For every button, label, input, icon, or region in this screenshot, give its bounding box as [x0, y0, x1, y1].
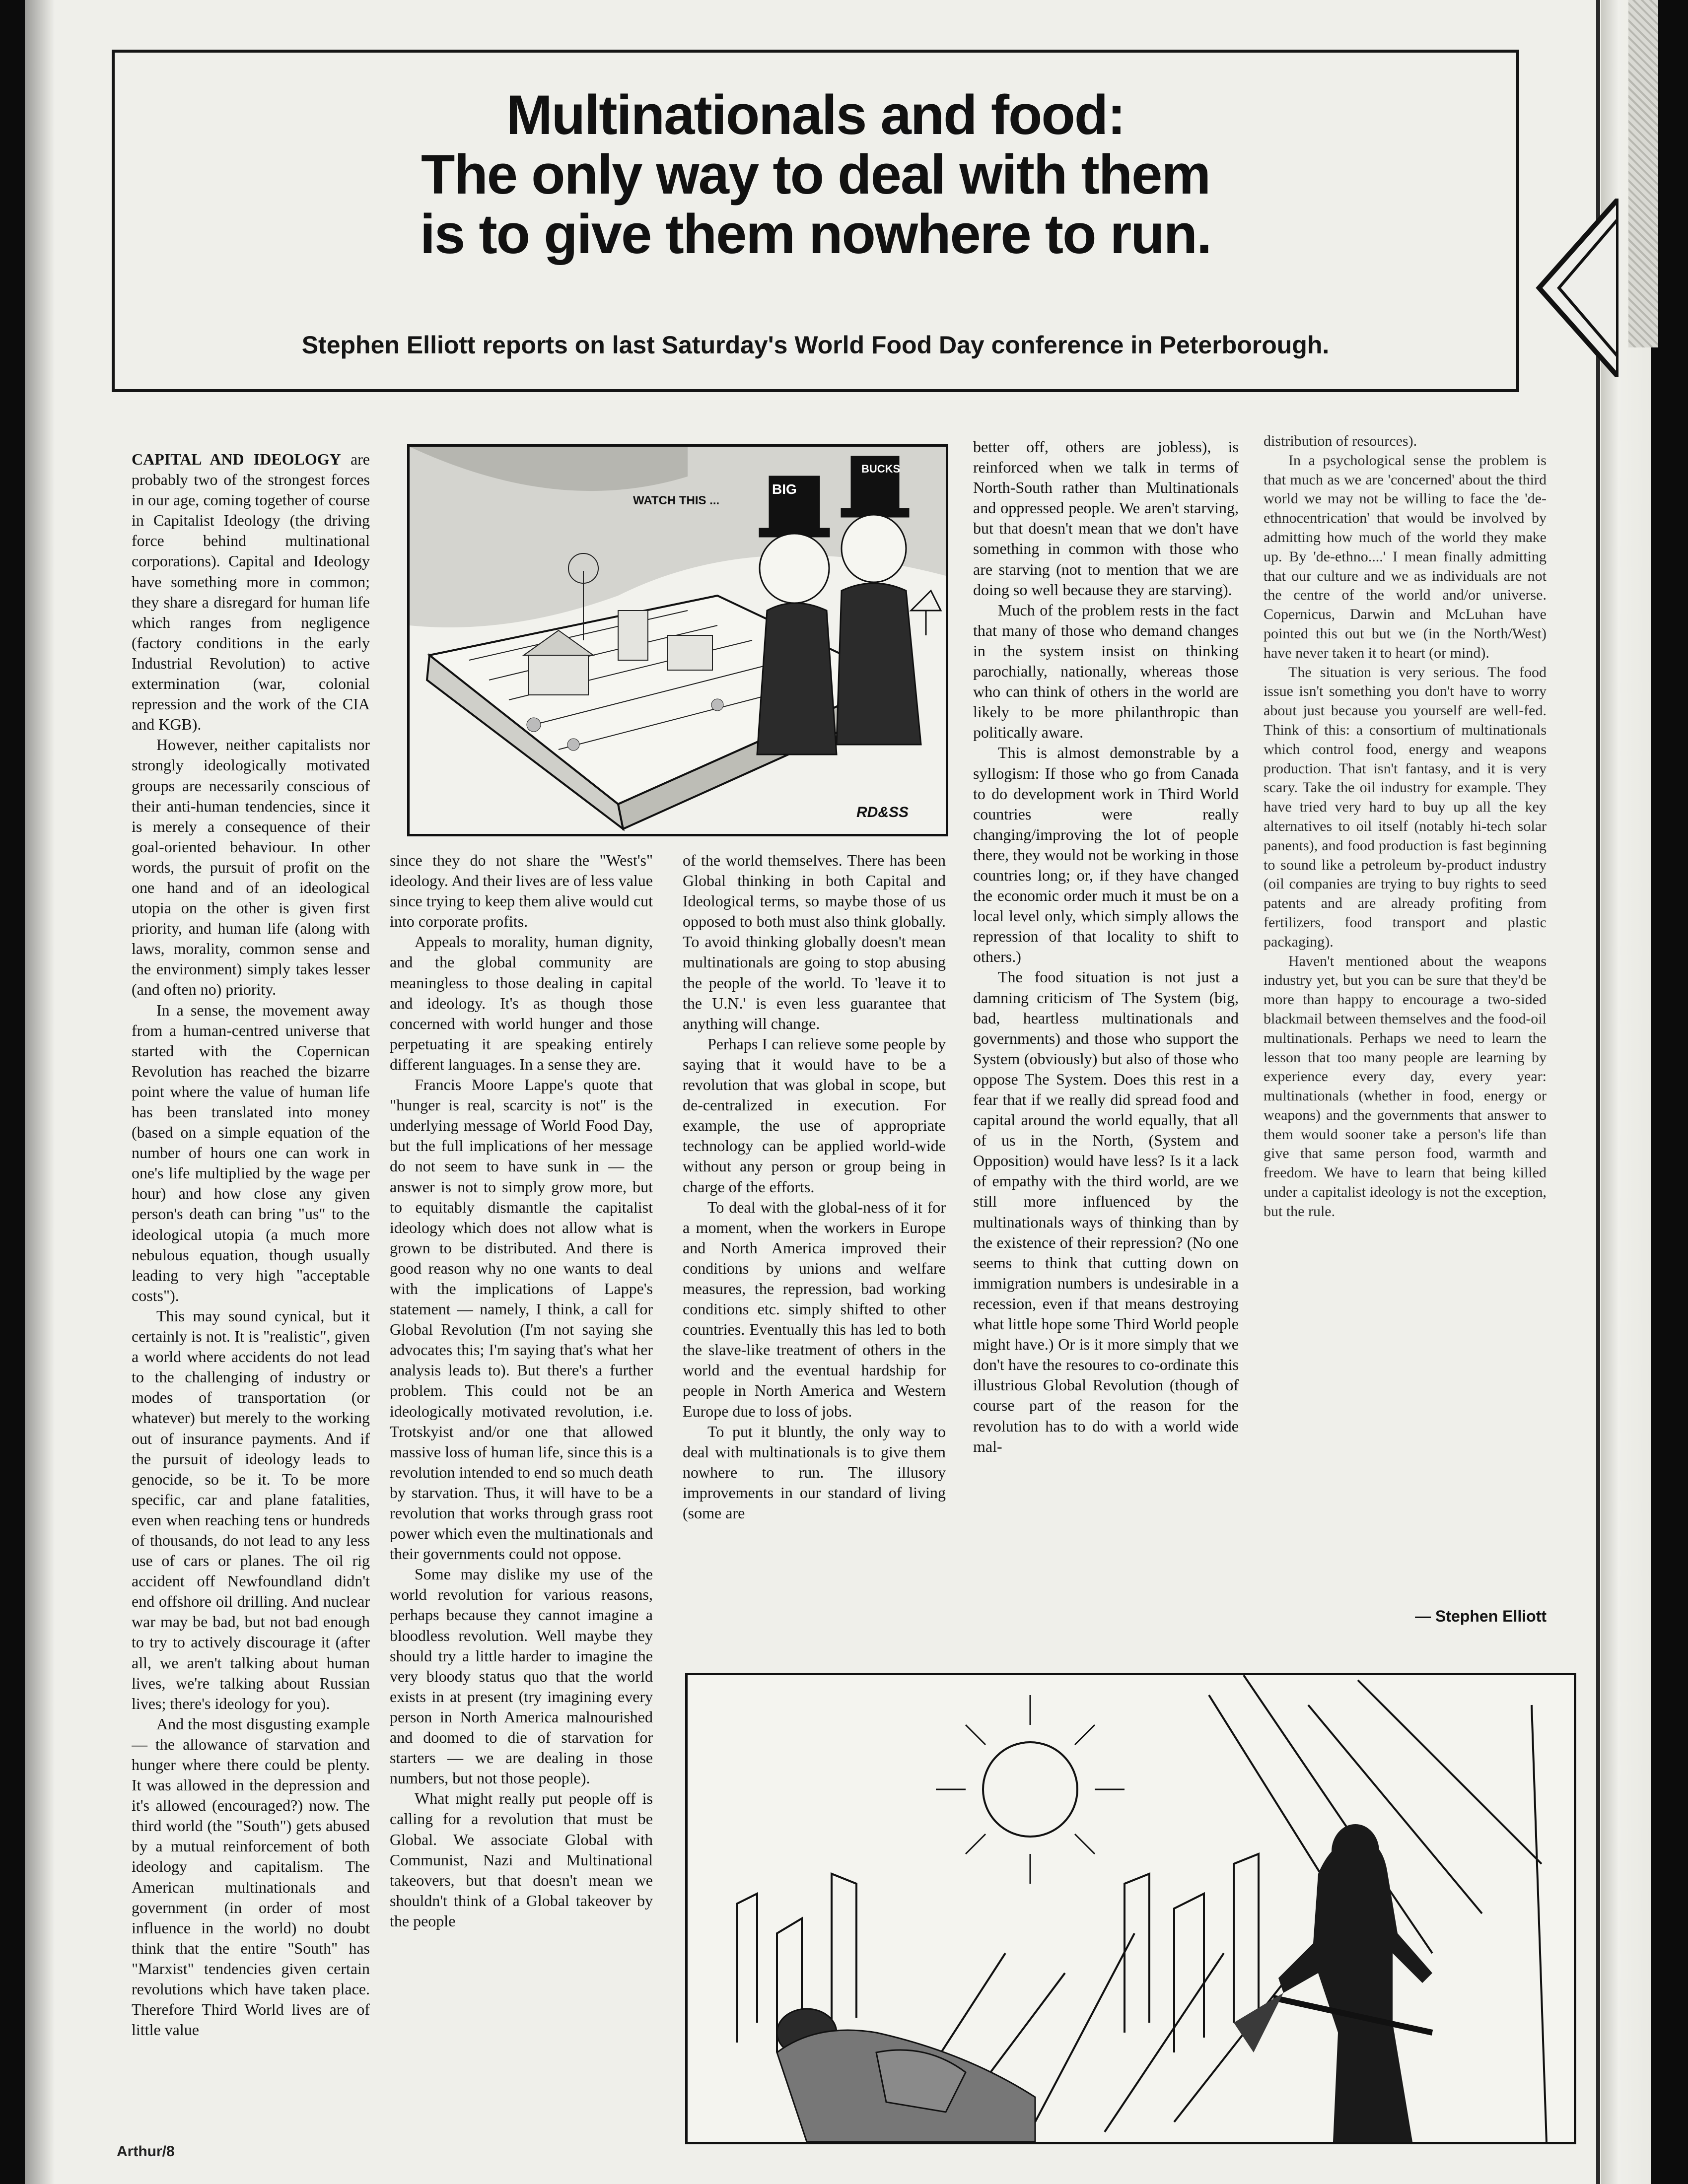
- cartoon-hat-label-bucks: BUCKS: [861, 463, 901, 475]
- col1-paragraph-1: [132, 449, 370, 735]
- illustration-drawing: [688, 1675, 1574, 2142]
- headline-box: [112, 50, 1519, 392]
- article-column-3: [683, 850, 946, 1652]
- col2-paragraph-4: Some may dislike my use of the world revolution for various reasons, perhaps because they cannot imagine a bloodless revolution. Well maybe they should try a little harder to imagine the very bloody status quo that the world exists in at present (try imagining every person in North America malnourished and doomed to die of starvation for starters — we are dealing in those numbers, but not those people).: [390, 1565, 653, 1787]
- col1-paragraph-3: In a sense, the movement away from a human-centred universe that started with the Copernican Revolution has reached the bizarre point where the value of human life has been translated into money (based on a simple equation of the number of hours one can work in one's life multiplied by the wage per hour) and how close any given person's death can bring "us" to the ideological utopia (a much more nebulous equation, though usually leading to very high "acceptable costs").: [132, 1001, 370, 1304]
- col3-paragraph-1: of the world themselves. There has been Global thinking in both Capital and Ideological terms, so maybe those of us opposed to both must also think globally. To avoid thinking globally doesn't mean multinationals are going to stop abusing the people of the world. To 'leave it to the U.N.' is even less guarantee that anything will change.: [683, 851, 946, 1032]
- col2-paragraph-5: What might really put people off is calling for a revolution that must be Global. We associate Global with Communist, Nazi and Multinational takeovers, but that doesn't mean we shouldn't think of a Global takeover by the people: [390, 1789, 653, 1930]
- col2-paragraph-1: since they do not share the "West's" ideology. And their lives are of less value since trying to keep them alive would cut into corporate profits.: [390, 851, 653, 931]
- byline-subhead: Stephen Elliott reports on last Saturday's World Food Day conference in Peterborough.: [301, 331, 1330, 359]
- col2-paragraph-3: Francis Moore Lappe's quote that "hunger is real, scarcity is not" is the underlying message of World Food Day, but the full implications of her message do not seem to have sunk in — the answer is not to simply grow more, but to equitably dismantle the capitalist ideology which does not allow what is grown to be distributed. And there is good reason why no one wants to deal with the implications of Lappe's statement — namely, I think, a call for Global Revolution (I'm not saying she advocates this; I'm saying that's what her analysis leads to). But there's a further problem. This could not be an ideologically motivated revolution, i.e. Trotskyist and/or one that allowed massive loss of human life, since this is a revolution intended to end so much death by starvation. Thus, it will have to be a revolution that works through grass root power which even the multinationals and their governments could not oppose.: [390, 1076, 653, 1563]
- col3-paragraph-2: Perhaps I can relieve some people by saying that it would have to be a revolution that was global in scope, but de-centralized in execution. For example, the use of appropriate technology can be applied world-wide without any person or group being in charge of the efforts.: [683, 1034, 946, 1196]
- col3-paragraph-3: To deal with the global-ness of it for a moment, when the workers in Europe and North America improved their conditions by unions and welfare measures, the repression, bad working conditions etc. simply shifted to other countries. Eventually this has led to both the slave-like treatment of others in the world and the eventual hardship for people in North America and Western Europe due to loss of jobs.: [683, 1198, 946, 1420]
- editorial-cartoon: [407, 444, 948, 836]
- col5-paragraph-3: The situation is very serious. The food issue isn't something you don't have to worry about just because you yourself are well-fed. Think of this: a consortium of multinationals which control food, energy and weapons production. That isn't fantasy, and it is very scary. Take the oil industry for example. They have tried very hard to buy up all the key alternatives to oil itself (notably hi-tech solar panents), and food production is fast beginning to sound like a petroleum by-product industry (oil companies are trying to buy rights to seed patents and are already profiting from fertilizers, food transport and plastic packaging).: [1264, 664, 1547, 950]
- cartoon-hat-label-big: BIG: [772, 481, 797, 497]
- headline-line-2: The only way to deal with them: [421, 143, 1210, 205]
- col5-paragraph-1: distribution of resources).: [1264, 433, 1417, 449]
- col1-paragraph-1-text: are probably two of the strongest forces in our age, coming together of course in Capitalist Ideology (the driving force behind multinational corporations). Capital and Ideology have something more in common; they share a disregard for human life which ranges from negligence (factory conditions in the early Industrial Revolution) to active extermination (war, colonial repression and the work of the CIA and KGB).: [132, 450, 370, 734]
- illustration-farmers-and-city: [685, 1673, 1576, 2144]
- col1-paragraph-5: And the most disgusting example — the allowance of starvation and hunger where there could be plenty. It was allowed in the depression and it's allowed (encouraged?) now. The third world (the "South") gets abused by a mutual reinforcement of both ideology and capitalism. The American multinationals and government (in order of most influence in the world) no doubt think that the entire "South" has "Marxist" tendencies given certain revolutions which have taken place. Therefore Third World lives are of little value: [132, 1714, 370, 2039]
- lead-in: CAPITAL AND IDEOLOGY: [132, 450, 341, 468]
- col3-paragraph-4: To put it bluntly, the only way to deal with multinationals is to give them nowhere to run. The illusory improvements in our standard of living (some are: [683, 1422, 946, 1522]
- col1-paragraph-2: However, neither capitalists nor strongly ideologically motivated groups are necessarily conscious of their anti-human tendencies, since it is merely a consequence of their goal-oriented behaviour. In other words, the pursuit of profit on the one hand and of an ideological utopia on the other is given first priority, and human life (along with laws, morality, common sense and the environment) simply takes lesser (and often no) priority.: [132, 736, 370, 999]
- adjacent-page-arrow-graphic: [1529, 199, 1618, 377]
- article-signature: — Stephen Elliott: [1415, 1607, 1547, 1625]
- cartoon-artist-signature: RD&SS: [856, 804, 909, 820]
- col2-paragraph-2: Appeals to morality, human dignity, and the global community are meaningless to those dealing in capital and ideology. It's as though those concerned with world hunger and those perpetuating it are speaking entirely different languages. In a sense they are.: [390, 933, 653, 1073]
- col4-paragraph-3: This is almost demonstrable by a syllogism: If those who go from Canada to do development work in Third World countries were really changing/improving the lot of people there, they would not be working in those countries long; or, if they have changed the economic order much it must be on a local level only, which simply allows the repression of that locality to shift to others.): [973, 744, 1239, 966]
- cartoon-caption: WATCH THIS ...: [633, 494, 720, 507]
- col4-paragraph-4: The food situation is not just a damning criticism of The System (big, bad, heartless multinationals and governments) and those who support the System (obviously) but also of those who oppose The System. Does this rest in a fear that if we really did spread food and capital around the world equally, that all of us in the North, (System and Opposition) would have less? Is it a lack of empathy with the third world, are we still more influenced by the multinationals ways of thinking than by the existence of their repression? (No one seems to think that cutting down on immigration numbers is undesirable in a recession, even if that means destroying what little hope some Third World people might have.) Or is it more simply that we don't have the resoures to co-ordinate this illustrious Global Revolution (though of course part of the reason for the revolution has to do with a world wide mal-: [973, 968, 1239, 1455]
- page-shadow: [25, 0, 55, 2184]
- article-column-4: [973, 437, 1239, 1638]
- article-column-2: [390, 850, 653, 2131]
- article-column-1: [132, 449, 370, 2129]
- headline-line-3: is to give them nowhere to run.: [420, 203, 1211, 265]
- col4-paragraph-2: Much of the problem rests in the fact that many of those who demand changes in the system insist on thinking parochially, nationally, whereas those who can think of others in the world are likely to be more philanthropic than politically aware.: [973, 601, 1239, 742]
- col4-paragraph-1: better off, others are jobless), is reinforced when we talk in terms of North-South rather than Multinationals and oppressed people. We aren't starving, but that doesn't mean that we don't have something in common with those who are starving (not to mention that we are doing so well because they are starving).: [973, 438, 1239, 599]
- page-folio: Arthur/8: [117, 2143, 175, 2160]
- col5-paragraph-4: Haven't mentioned about the weapons industry yet, but you can be sure that they'd be more than happy to encourage a two-sided blackmail between themselves and the food-oil multinationals. Perhaps we need to learn the lesson that too many people are learning by experience every day, every year: multinationals (whether in food, energy or weapons) and the governments that answer to them would sooner take a person's life than give that same person food, warmth and freedom. We have to learn that being killed under a capitalist ideology is not the exception, but the rule.: [1264, 953, 1547, 1220]
- headline-line-1: Multinationals and food:: [506, 84, 1125, 146]
- adjacent-page-edge: [1628, 0, 1658, 347]
- article-column-5: [1264, 432, 1547, 1623]
- col1-paragraph-4: This may sound cynical, but it certainly is not. It is "realistic", given a world where accidents do not lead to the challenging of industry or modes of transportation (or whatever) but merely to the working out of insurance payments. And if the pursuit of ideology leads to genocide, so be it. To be more specific, car and plane fatalities, even when reaching tens or hundreds of thousands, do not lead to any less use of cars or planes. The oil rig accident off Newfoundland didn't end offshore oil drilling. And nuclear war may be bad, but not bad enough to try to actively discourage it (after all, we aren't talking about human lives, we're talking about Russian lives; there's ideology for you).: [132, 1306, 370, 1712]
- col5-paragraph-2: In a psychological sense the problem is that much as we are 'concerned' about the third world we may not be willing to face the 'de-ethnocentrication' that would be involved by admitting how much of the world they make up. By 'de-ethno....' I mean finally admitting that our culture and we as individuals are not the centre of the world and/or universe. Copernicus, Darwin and McLuhan have pointed this out but we (in the North/West) have never taken it to heart (or mind).: [1264, 452, 1547, 661]
